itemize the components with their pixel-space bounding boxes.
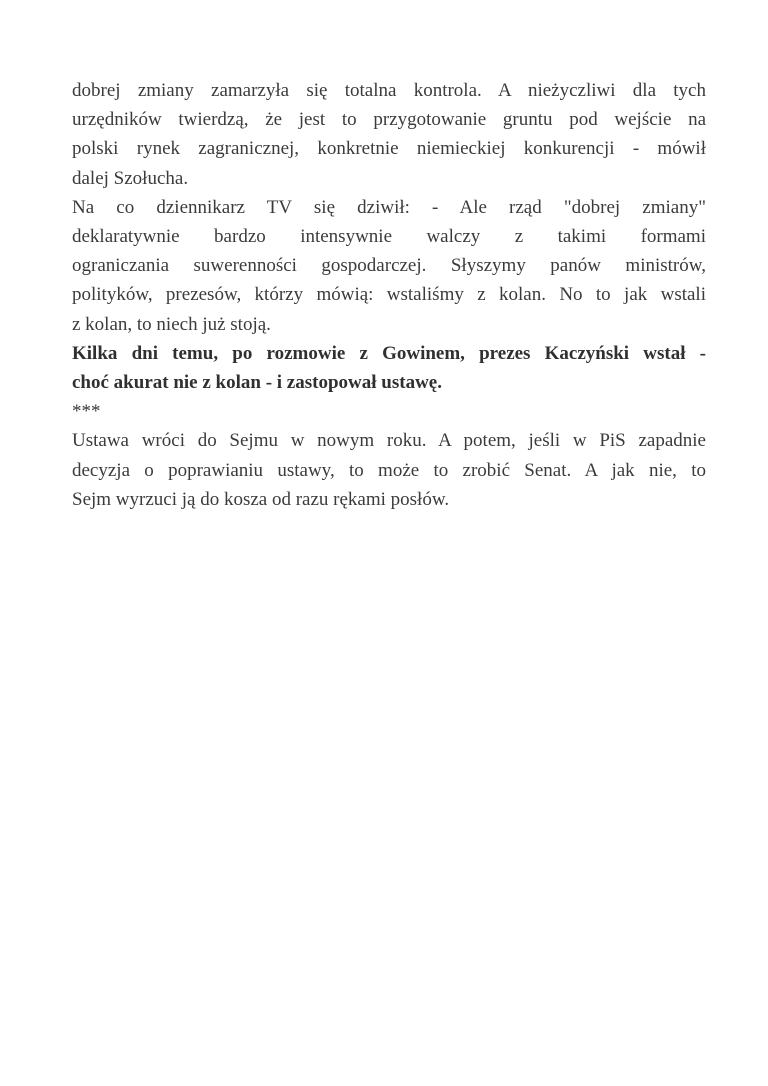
text-line: decyzja o poprawianiu ustawy, to może to zrobić Senat. A jak nie, to [72,459,706,481]
text-line: *** [72,401,101,423]
text-line: deklaratywnie bardzo intensywnie walczy z takimi formami [72,226,706,248]
text-line: Kilka dni temu, po rozmowie z Gowinem, prezes Kaczyński wstał - [72,342,706,364]
text-line: urzędników twierdzą, że jest to przygotowanie gruntu pod wejście na [72,109,706,131]
text-line: ograniczania suwerenności gospodarczej. Słyszymy panów ministrów, [72,255,706,277]
paragraph [72,76,706,193]
document-content [72,76,706,514]
text-line: Ustawa wróci do Sejmu w nowym roku. A potem, jeśli w PiS zapadnie [72,430,706,452]
text-line: Na co dziennikarz TV się dziwił: - Ale rząd "dobrej zmiany" [72,196,706,218]
paragraph [72,339,706,397]
text-line: polski rynek zagranicznej, konkretnie niemieckiej konkurencji - mówił [72,138,706,160]
paragraph [72,397,706,426]
text-line: dobrej zmiany zamarzyła się totalna kontrola. A nieżyczliwi dla tych [72,80,706,101]
text-line: dalej Szołucha. [72,167,189,189]
paragraph [72,426,706,514]
text-line: choć akurat nie z kolan - i zastopował ustawę. [72,372,442,394]
text-line: Sejm wyrzuci ją do kosza od razu rękami posłów. [72,488,450,510]
paragraph [72,193,706,339]
text-line: z kolan, to niech już stoją. [72,313,271,335]
text-line: polityków, prezesów, którzy mówią: wstaliśmy z kolan. No to jak wstali [72,284,706,306]
